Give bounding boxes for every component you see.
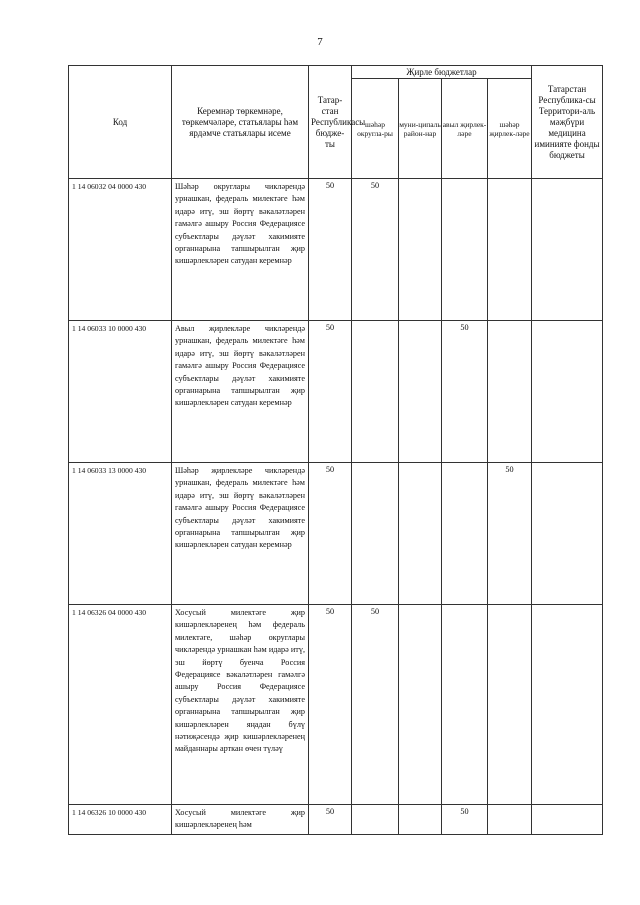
table-row — [69, 805, 603, 835]
row-rural-value — [442, 605, 488, 805]
row-republic-value: 50 — [309, 463, 352, 605]
header-local-budgets: Җирле бюджетлар — [352, 66, 532, 79]
budget-table — [68, 65, 603, 835]
row-fund-value — [532, 321, 603, 463]
row-code: 1 14 06033 13 0000 430 — [69, 463, 172, 605]
row-city-districts-value — [352, 805, 399, 835]
row-municipal-value — [399, 463, 442, 605]
header-city-districts: шәһәр округла-ры — [352, 79, 399, 179]
header-medical-fund: Татарстан Республика-сы Территори-аль мәҗбүри медицина иминияте фонды бюджеты — [532, 66, 603, 179]
row-rural-value: 50 — [442, 321, 488, 463]
row-rural-value — [442, 179, 488, 321]
row-name: Хосусый милектәге җир кишәрлекләренең һәм федераль милектәге, шәһәр округлары чикләрендә урнашкан һәм идарә итү, эш йөртү буенча Россия Федерациясе вәкаләтләрен гамәлгә ашыру Россия Федерациясе субъектлары дәүләт хакимияте органнарына тапшырылган җир кишәрлекләрен яңадан бүлү нәтиҗәсендә җир кишәрлекләренең майданнары арткан өчен түләү — [172, 605, 309, 805]
row-urban-value — [488, 605, 532, 805]
table-row — [69, 321, 603, 463]
header-name: Керемнәр төркемнәре, төркемчәләре, статьялары һәм ярдәмче статьялары исеме — [172, 66, 309, 179]
row-code: 1 14 06032 04 0000 430 — [69, 179, 172, 321]
row-code: 1 14 06326 04 0000 430 — [69, 605, 172, 805]
row-urban-value: 50 — [488, 463, 532, 605]
row-fund-value — [532, 463, 603, 605]
page-number: 7 — [317, 36, 323, 48]
row-name: Авыл җирлекләре чикләрендә урнашкан, федераль милектәге һәм идарә итү, эш йөртү вәкаләтләрен гамәлгә ашыру Россия Федерациясе субъектлары дәүләт хакимияте органнарына тапшырылган җир кишәрлекләрен сатудан керемнәр — [172, 321, 309, 463]
header-republic-budget: Татар-стан Республикасы бюдже-ты — [309, 66, 352, 179]
row-city-districts-value — [352, 463, 399, 605]
row-municipal-value — [399, 321, 442, 463]
table-row — [69, 605, 603, 805]
header-urban-settlements: шәһәр җирлек-ләре — [488, 79, 532, 179]
row-republic-value: 50 — [309, 321, 352, 463]
row-republic-value: 50 — [309, 179, 352, 321]
row-city-districts-value: 50 — [352, 605, 399, 805]
table-row — [69, 463, 603, 605]
row-republic-value: 50 — [309, 805, 352, 835]
row-code: 1 14 06326 10 0000 430 — [69, 805, 172, 835]
row-urban-value — [488, 805, 532, 835]
row-municipal-value — [399, 805, 442, 835]
header-code: Код — [69, 66, 172, 179]
row-name: Шәһәр округлары чикләрендә урнашкан, федераль милектәге һәм идарә итү, эш йөртү вәкаләтләрен гамәлгә ашыру Россия Федерациясе субъектлары дәүләт хакимияте органнарына тапшырылган җир кишәрлекләрен сатудан керемнәр — [172, 179, 309, 321]
row-city-districts-value: 50 — [352, 179, 399, 321]
row-fund-value — [532, 805, 603, 835]
header-municipal-districts: муни-ципаль район-нар — [399, 79, 442, 179]
row-rural-value: 50 — [442, 805, 488, 835]
row-urban-value — [488, 179, 532, 321]
row-name: Хосусый милектәге җир кишәрлекләренең һәм — [172, 805, 309, 835]
row-fund-value — [532, 605, 603, 805]
row-urban-value — [488, 321, 532, 463]
row-rural-value — [442, 463, 488, 605]
row-republic-value: 50 — [309, 605, 352, 805]
table-row — [69, 179, 603, 321]
row-municipal-value — [399, 605, 442, 805]
row-city-districts-value — [352, 321, 399, 463]
row-code: 1 14 06033 10 0000 430 — [69, 321, 172, 463]
header-rural-settlements: авыл җирлек-ләре — [442, 79, 488, 179]
row-name: Шәһәр җирлекләре чикләрендә урнашкан, федераль милектәге һәм идарә итү, эш йөртү вәкаләтләрен гамәлгә ашыру Россия Федерациясе субъектлары дәүләт хакимияте органнарына тапшырылган җир кишәрлекләрен сатудан керемнәр — [172, 463, 309, 605]
row-fund-value — [532, 179, 603, 321]
row-municipal-value — [399, 179, 442, 321]
